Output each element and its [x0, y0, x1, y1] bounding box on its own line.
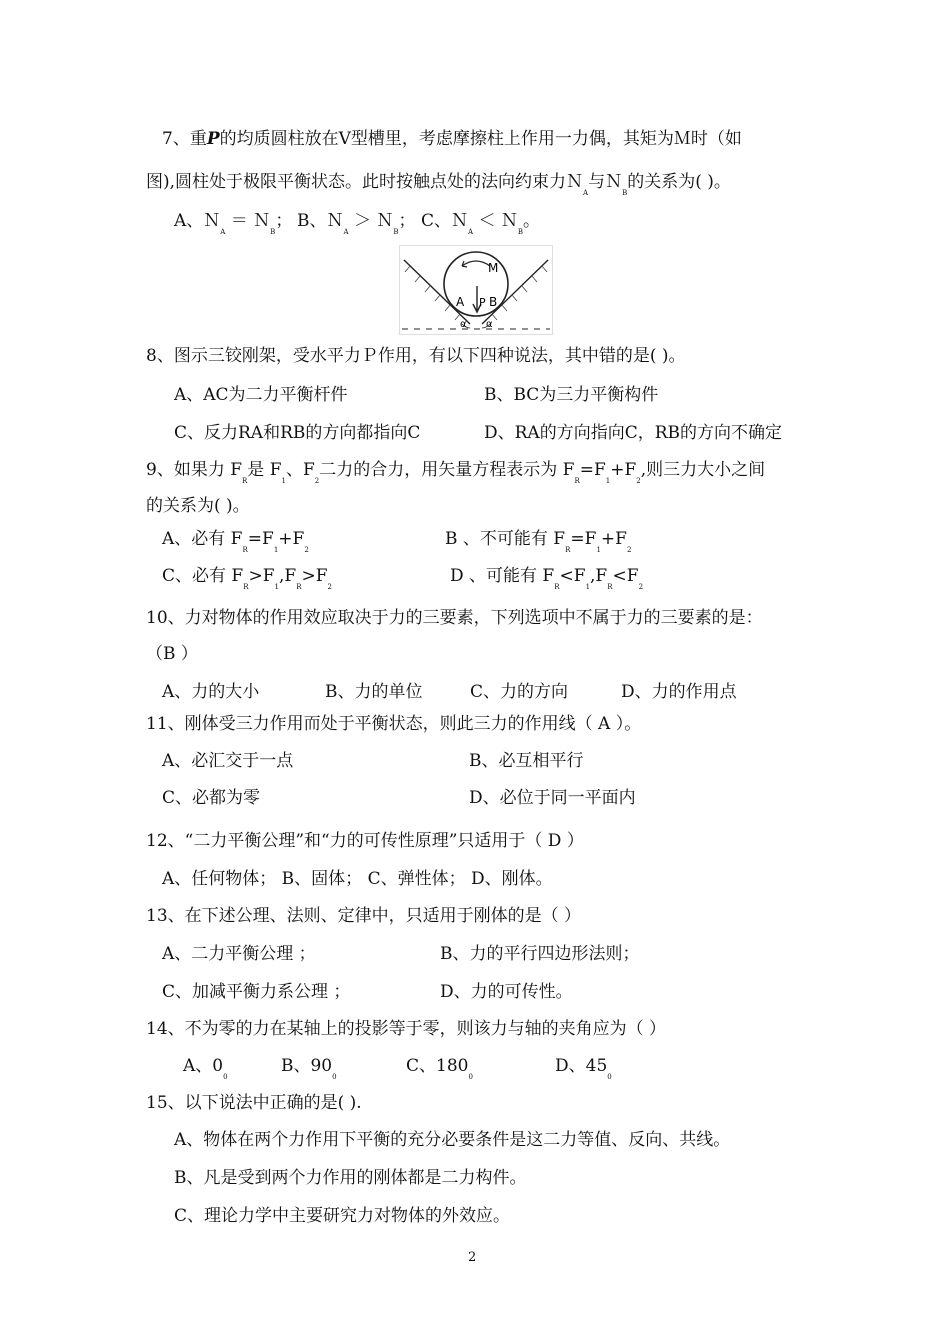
q10-answer: （B ）: [146, 644, 198, 664]
q10-stem: 10、力对物体的作用效应取决于力的三要素，下列选项中不属于力的三要素的是：: [146, 608, 763, 628]
q10-option-a: A、力的大小: [162, 682, 260, 702]
q7-stem-line2: 图),圆柱处于极限平衡状态。此时按触点处的法向约束力Ｎ$_A$与Ｎ$_B$的关系为( )。: [146, 172, 731, 197]
q14-option-c: C、$180_0$: [406, 1056, 473, 1081]
label-alpha-right: α: [486, 319, 493, 330]
q7-option-b: B、Ｎ$_A$ ＞ Ｎ$_B$；: [297, 211, 416, 236]
q7-option-c: C、Ｎ$_A$ ＜ Ｎ$_B$。: [421, 211, 541, 236]
q13-option-d: D、力的可传性。: [440, 982, 573, 1002]
q11-option-d: D、必位于同一平面内: [469, 788, 636, 808]
q9-option-c: C、必有 $F_R>F_1,F_R>F_2$: [162, 566, 333, 591]
q15-option-a: A、物体在两个力作用下平衡的充分必要条件是这二力等值、反向、共线。: [174, 1130, 731, 1150]
q14-stem: 14、不为零的力在某轴上的投影等于零，则该力与轴的夹角应为（ ）: [146, 1019, 667, 1039]
q8-stem: 8、图示三铰刚架，受水平力Ｐ作用，有以下四种说法，其中错的是( )。: [146, 346, 686, 366]
q13-stem: 13、在下述公理、法则、定律中，只适用于刚体的是（ ）: [146, 906, 582, 926]
q8-option-a: A、AC为二力平衡杆件: [174, 385, 348, 405]
q7-option-a: A、Ｎ$_A$ ＝ Ｎ$_B$；: [174, 211, 293, 236]
q15-stem: 15、以下说法中正确的是( ).: [146, 1093, 362, 1113]
q8-option-b: B、BC为三力平衡构件: [484, 385, 659, 405]
v-groove-diagram: [400, 246, 552, 334]
q13-option-b: B、力的平行四边形法则；: [440, 944, 640, 964]
page-number: 2: [468, 1250, 477, 1265]
q11-option-c: C、必都为零: [162, 788, 261, 808]
q10-option-c: C、力的方向: [470, 682, 569, 702]
q8-option-c: C、反力RA和RB的方向都指向C: [174, 423, 421, 443]
q14-option-a: A、$0_0$: [183, 1056, 228, 1081]
label-P: P: [479, 296, 486, 309]
q11-option-b: B、必互相平行: [469, 751, 584, 771]
q9-option-b: B 、不可能有 $F_R=F_1+F_2$: [445, 529, 632, 554]
q9-stem-line2: 的关系为( )。: [146, 496, 250, 516]
q8-option-d: D、RA的方向指向C，RB的方向不确定: [484, 423, 783, 443]
label-A: A: [456, 295, 465, 309]
q10-option-b: B、力的单位: [325, 682, 423, 702]
q13-option-c: C、加减平衡力系公理 ；: [162, 982, 351, 1002]
q9-stem-line1: 9、如果力 $F_R$是 $F_1$、$F_2$二力的合力，用矢量方程表示为 $F_R=F_1+F_2$,则三力大小之间: [146, 460, 766, 485]
q12-options: A、任何物体； B、固体； C、弹性体； D、刚体。: [162, 869, 553, 889]
v-groove-cylinder-figure: [399, 245, 553, 335]
q15-option-b: B、凡是受到两个力作用的刚体都是二力构件。: [174, 1168, 527, 1188]
q11-option-a: A、必汇交于一点: [162, 751, 294, 771]
q15-option-c: C、理论力学中主要研究力对物体的外效应。: [174, 1206, 511, 1226]
q14-option-d: D、$45_0$: [555, 1056, 612, 1081]
q9-option-a: A、必有 $F_R=F_1+F_2$: [162, 529, 309, 554]
q7-stem-line1: 7、重P的均质圆柱放在Ⅴ型槽里，考虑摩擦柱上作用一力偶，其矩为Ｍ时（如: [162, 129, 742, 149]
q13-option-a: A、二力平衡公理 ；: [162, 944, 316, 964]
label-M: M: [488, 261, 499, 275]
q10-option-d: D、力的作用点: [621, 682, 737, 702]
q11-stem: 11、刚体受三力作用而处于平衡状态，则此三力的作用线（ A ）。: [146, 714, 642, 734]
q12-stem: 12、“二力平衡公理”和“力的可传性原理”只适用于（ D ）: [146, 831, 584, 851]
label-alpha-left: α: [460, 319, 467, 330]
q9-option-d: D 、可能有 $F_R<F_1,F_R<F_2$: [450, 566, 644, 591]
q14-option-b: B、$90_0$: [281, 1056, 337, 1081]
label-B: B: [489, 295, 498, 309]
